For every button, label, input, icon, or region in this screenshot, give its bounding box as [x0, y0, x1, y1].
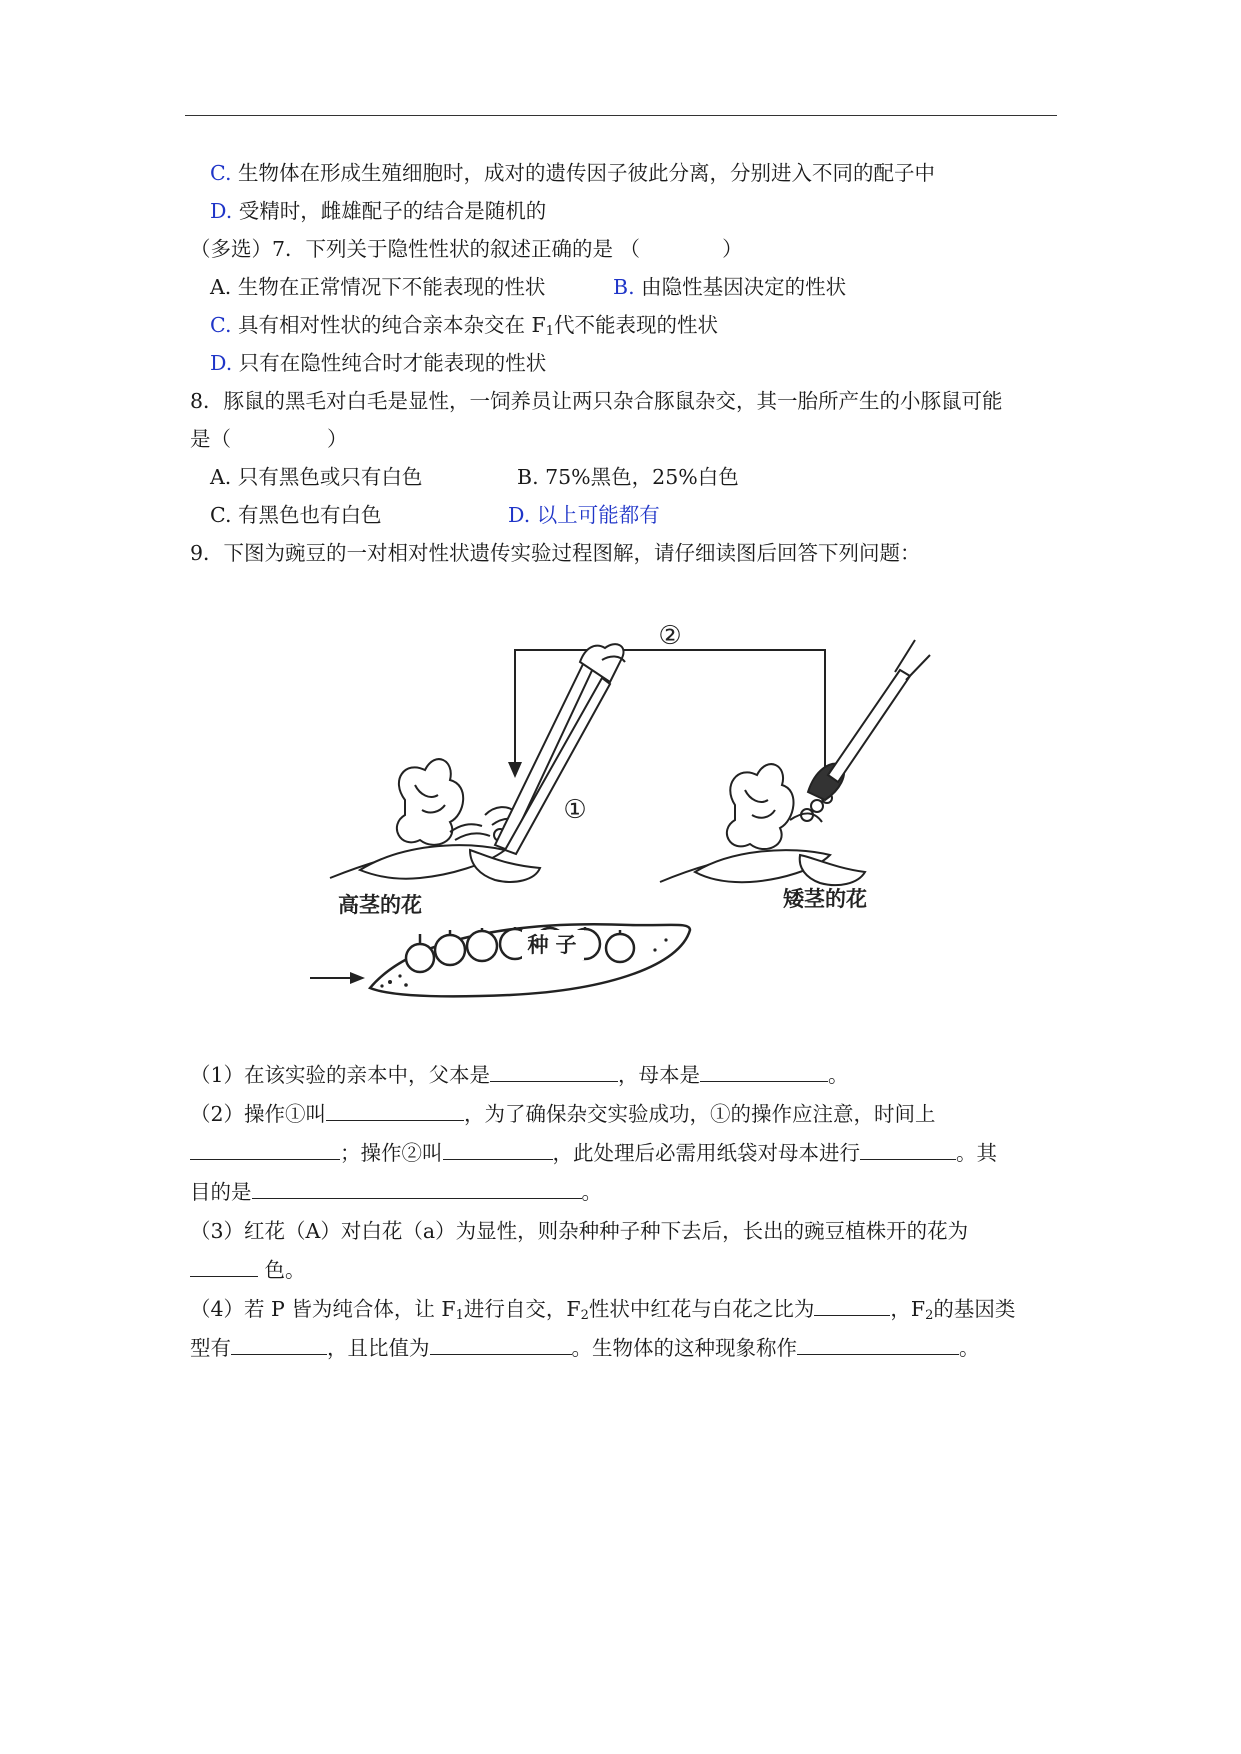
- q9-part3-line2: 色。: [190, 1257, 306, 1283]
- q9-part2-line3: 目的是 。: [190, 1180, 602, 1204]
- q9-part2-line1: （2）操作①叫 ，为了确保杂交实验成功，①的操作应注意，时间上: [190, 1102, 936, 1126]
- q8-option-d: D. 以上可能都有: [508, 503, 660, 527]
- header-rule: [185, 115, 1057, 116]
- q9-part2-line2: ；操作②叫 ，此处理后必需用纸袋对母本进行 。其: [190, 1140, 997, 1166]
- q8-stem-line2: 是（ ）: [190, 427, 348, 451]
- answer-blank-father[interactable]: [490, 1063, 618, 1082]
- q6-option-d: D. 受精时，雌雄配子的结合是随机的: [210, 199, 547, 223]
- answer-blank-genotypes[interactable]: [231, 1336, 327, 1355]
- q8-option-c: C. 有黑色也有白色: [210, 503, 382, 527]
- q9-part1: （1）在该实验的亲本中，父本是 ，母本是 。: [190, 1063, 849, 1087]
- pea-hybridization-figure: [310, 600, 990, 1010]
- answer-blank-flower-color[interactable]: [190, 1258, 258, 1277]
- short-flower-label: 矮茎的花: [783, 887, 867, 911]
- pod-arrow-head-icon: [350, 972, 365, 984]
- q9-part4-line1: （4）若 P 皆为纯合体，让 $F_1$进行自交，$F_2$性状中红花与白花之比为 ，$F_2$的基因类: [190, 1297, 1016, 1323]
- seed-label-1: 种: [527, 933, 549, 957]
- answer-blank-timing[interactable]: [190, 1141, 340, 1160]
- seed-label-2: 子: [555, 933, 577, 957]
- answer-blank-operation2[interactable]: [443, 1141, 553, 1160]
- q7-option-d: D. 只有在隐性纯合时才能表现的性状: [210, 351, 547, 375]
- answer-blank-phenomenon[interactable]: [797, 1336, 959, 1355]
- q8-option-a: A. 只有黑色或只有白色: [210, 465, 423, 489]
- q7-option-a: A. 生物在正常情况下不能表现的性状: [210, 275, 546, 299]
- tall-flower-label: 高茎的花: [338, 893, 422, 917]
- answer-blank-purpose[interactable]: [252, 1180, 582, 1199]
- brush-icon: [808, 640, 930, 800]
- q7-option-c: C. 具有相对性状的纯合亲本杂交在 $F_1$代不能表现的性状: [210, 313, 719, 339]
- q9-part4-line2: 型有 ，且比值为 。生物体的这种现象称作 。: [190, 1336, 980, 1360]
- q7-stem: （多选）7．下列关于隐性性状的叙述正确的是 （ ）: [190, 237, 743, 261]
- answer-blank-phenotype-ratio[interactable]: [814, 1297, 890, 1316]
- q8-option-b: B. 75%黑色，25%白色: [517, 465, 739, 489]
- answer-blank-bagging[interactable]: [860, 1141, 956, 1160]
- q9-part3-line1: （3）红花（A）对白花（a）为显性，则杂种种子种下去后，长出的豌豆植株开的花为: [190, 1219, 969, 1243]
- q7-option-b: B. 由隐性基因决定的性状: [613, 275, 847, 299]
- q8-stem-line1: 8．豚鼠的黑毛对白毛是显性，一饲养员让两只杂合豚鼠杂交，其一胎所产生的小豚鼠可能: [190, 389, 1003, 413]
- q9-stem: 9．下图为豌豆的一对相对性状遗传实验过程图解，请仔细读图后回答下列问题：: [190, 541, 921, 565]
- answer-blank-genotype-ratio[interactable]: [430, 1336, 572, 1355]
- operation-2-label: ②: [658, 621, 682, 651]
- operation-1-label: ①: [563, 795, 587, 825]
- q6-option-c: C. 生物体在形成生殖细胞时，成对的遗传因子彼此分离，分别进入不同的配子中: [210, 161, 936, 185]
- arrow-head-icon: [508, 762, 522, 778]
- answer-blank-mother[interactable]: [700, 1063, 828, 1082]
- answer-blank-operation1[interactable]: [326, 1102, 464, 1121]
